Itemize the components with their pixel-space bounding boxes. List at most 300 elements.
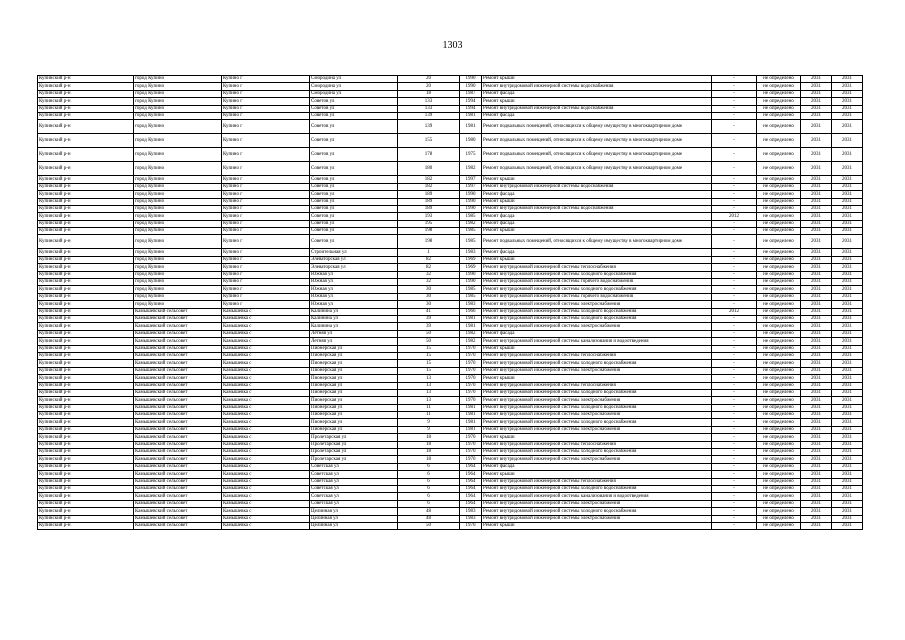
cost-cell: не определено — [757, 404, 801, 411]
district-cell: Купинский р-н — [38, 256, 134, 263]
cost-cell: не определено — [757, 515, 801, 522]
year-built-cell: 1990 — [460, 191, 482, 198]
last-repair-year-cell: - — [712, 198, 757, 205]
plan-end-cell: 2031 — [832, 338, 863, 345]
last-repair-year-cell: - — [712, 500, 757, 507]
plan-start-cell: 2031 — [801, 426, 832, 433]
work-type-cell: Ремонт фасада — [482, 90, 712, 97]
house-number-cell: 13 — [398, 397, 460, 404]
settlement-cell: Камышевка с — [222, 419, 310, 426]
settlement-cell: Купино г — [222, 134, 310, 148]
year-built-cell: 1981 — [460, 412, 482, 419]
work-type-cell: Ремонт внутридомовой инженерной системы электроснабжения — [482, 412, 712, 419]
plan-end-cell: 2031 — [832, 271, 863, 278]
plan-start-cell: 2031 — [801, 83, 832, 90]
work-type-cell: Ремонт внутридомовой инженерной системы теплоснабжения — [482, 382, 712, 389]
year-built-cell: 1981 — [460, 419, 482, 426]
house-number-cell: 180 — [398, 162, 460, 176]
house-number-cell: 32 — [398, 271, 460, 278]
work-type-cell: Ремонт внутридомовой инженерной системы электроснабжения — [482, 367, 712, 374]
cost-cell: не определено — [757, 120, 801, 134]
plan-end-cell: 2031 — [832, 112, 863, 119]
table-row — [38, 315, 863, 322]
municipality-cell: Камышевский сельсовет — [134, 397, 222, 404]
plan-end-cell: 2031 — [832, 441, 863, 448]
cost-cell: не определено — [757, 345, 801, 352]
plan-end-cell: 2031 — [832, 508, 863, 515]
cost-cell: не определено — [757, 412, 801, 419]
municipality-cell: город Купино — [134, 191, 222, 198]
work-type-cell: Ремонт внутридомовой инженерной системы холодного водоснабжения — [482, 389, 712, 396]
plan-end-cell: 2031 — [832, 404, 863, 411]
work-type-cell: Ремонт внутридомовой инженерной системы теплоснабжения — [482, 352, 712, 359]
plan-start-cell: 2031 — [801, 471, 832, 478]
plan-start-cell: 2031 — [801, 308, 832, 315]
municipality-cell: город Купино — [134, 112, 222, 119]
plan-end-cell: 2031 — [832, 162, 863, 176]
settlement-cell: Камышевка с — [222, 367, 310, 374]
street-cell: Калинина ул — [310, 308, 398, 315]
street-cell: Летняя ул — [310, 338, 398, 345]
table-row — [38, 286, 863, 293]
work-type-cell: Ремонт внутридомовой инженерной системы холодного водоснабжения — [482, 315, 712, 322]
plan-start-cell: 2031 — [801, 98, 832, 105]
municipality-cell: Камышевский сельсовет — [134, 404, 222, 411]
district-cell: Купинский р-н — [38, 478, 134, 485]
work-type-cell: Ремонт внутридомовой инженерной системы электроснабжения — [482, 515, 712, 522]
year-built-cell: 1964 — [460, 463, 482, 470]
district-cell: Купинский р-н — [38, 456, 134, 463]
street-cell: Пролетарская ул — [310, 449, 398, 456]
work-type-cell: Ремонт внутридомовой инженерной системы теплоснабжения — [482, 478, 712, 485]
year-built-cell: 1997 — [460, 176, 482, 183]
settlement-cell: Камышевка с — [222, 323, 310, 330]
settlement-cell: Камышевка с — [222, 389, 310, 396]
plan-end-cell: 2031 — [832, 308, 863, 315]
settlement-cell: Купино г — [222, 98, 310, 105]
cost-cell: не определено — [757, 375, 801, 382]
table-row — [38, 471, 863, 478]
settlement-cell: Купино г — [222, 220, 310, 227]
work-type-cell: Ремонт фасада — [482, 220, 712, 227]
municipality-cell: Камышевский сельсовет — [134, 345, 222, 352]
work-type-cell: Ремонт крыши — [482, 375, 712, 382]
last-repair-year-cell: - — [712, 471, 757, 478]
last-repair-year-cell: - — [712, 105, 757, 112]
last-repair-year-cell: - — [712, 508, 757, 515]
plan-end-cell: 2031 — [832, 256, 863, 263]
street-cell: Советов ул — [310, 162, 398, 176]
settlement-cell: Камышевка с — [222, 500, 310, 507]
plan-end-cell: 2031 — [832, 286, 863, 293]
house-number-cell: 182 — [398, 176, 460, 183]
table-row — [38, 352, 863, 359]
settlement-cell: Купино г — [222, 271, 310, 278]
municipality-cell: город Купино — [134, 183, 222, 190]
settlement-cell: Купино г — [222, 83, 310, 90]
plan-end-cell: 2031 — [832, 515, 863, 522]
settlement-cell: Купино г — [222, 228, 310, 235]
year-built-cell: 1994 — [460, 98, 482, 105]
year-built-cell: 1985 — [460, 228, 482, 235]
page-number: 1303 — [442, 40, 463, 51]
cost-cell: не определено — [757, 493, 801, 500]
plan-end-cell: 2031 — [832, 249, 863, 256]
district-cell: Купинский р-н — [38, 397, 134, 404]
plan-end-cell: 2031 — [832, 148, 863, 162]
street-cell: Советов ул — [310, 235, 398, 249]
last-repair-year-cell: - — [712, 360, 757, 367]
settlement-cell: Камышевка с — [222, 375, 310, 382]
work-type-cell: Ремонт крыши — [482, 434, 712, 441]
year-built-cell: 1970 — [460, 360, 482, 367]
district-cell: Купинский р-н — [38, 308, 134, 315]
street-cell: Советская ул — [310, 463, 398, 470]
work-type-cell: Ремонт фасада — [482, 213, 712, 220]
street-cell: Смородина ул — [310, 76, 398, 83]
street-cell: Советов ул — [310, 220, 398, 227]
house-number-cell: 6 — [398, 463, 460, 470]
settlement-cell: Камышевка с — [222, 441, 310, 448]
municipality-cell: Камышевский сельсовет — [134, 360, 222, 367]
municipality-cell: город Купино — [134, 264, 222, 271]
street-cell: Советов ул — [310, 112, 398, 119]
year-built-cell: 1970 — [460, 456, 482, 463]
table-row — [38, 90, 863, 97]
settlement-cell: Купино г — [222, 213, 310, 220]
cost-cell: не определено — [757, 323, 801, 330]
street-cell: Пионерская ул — [310, 367, 398, 374]
settlement-cell: Камышевка с — [222, 404, 310, 411]
last-repair-year-cell: - — [712, 90, 757, 97]
work-type-cell: Ремонт внутридомовой инженерной системы холодного водоснабжения — [482, 404, 712, 411]
table-body — [38, 76, 863, 530]
plan-end-cell: 2031 — [832, 301, 863, 308]
last-repair-year-cell: - — [712, 441, 757, 448]
table-row — [38, 434, 863, 441]
house-number-cell: 48 — [398, 515, 460, 522]
municipality-cell: Камышевский сельсовет — [134, 426, 222, 433]
house-number-cell: 50 — [398, 330, 460, 337]
year-built-cell: 1985 — [460, 293, 482, 300]
house-number-cell: 15 — [398, 360, 460, 367]
cost-cell: не определено — [757, 176, 801, 183]
plan-start-cell: 2031 — [801, 338, 832, 345]
plan-start-cell: 2031 — [801, 271, 832, 278]
work-type-cell: Ремонт внутридомовой инженерной системы холодного водоснабжения — [482, 485, 712, 492]
district-cell: Купинский р-н — [38, 176, 134, 183]
year-built-cell: 1990 — [460, 83, 482, 90]
cost-cell: не определено — [757, 249, 801, 256]
municipality-cell: город Купино — [134, 134, 222, 148]
work-type-cell: Ремонт внутридомовой инженерной системы электроснабжения — [482, 456, 712, 463]
municipality-cell: Камышевский сельсовет — [134, 382, 222, 389]
street-cell: Советов ул — [310, 183, 398, 190]
work-type-cell: Ремонт крыши — [482, 471, 712, 478]
plan-start-cell: 2031 — [801, 235, 832, 249]
work-type-cell: Ремонт внутридомовой инженерной системы горячего водоснабжения — [482, 279, 712, 286]
street-cell: Пионерская ул — [310, 382, 398, 389]
settlement-cell: Купино г — [222, 105, 310, 112]
district-cell: Купинский р-н — [38, 293, 134, 300]
cost-cell: не определено — [757, 360, 801, 367]
house-number-cell: 189 — [398, 198, 460, 205]
municipality-cell: город Купино — [134, 98, 222, 105]
district-cell: Купинский р-н — [38, 220, 134, 227]
settlement-cell: Купино г — [222, 249, 310, 256]
settlement-cell: Камышевка с — [222, 330, 310, 337]
settlement-cell: Купино г — [222, 162, 310, 176]
work-type-cell: Ремонт внутридомовой инженерной системы водоснабжения — [482, 105, 712, 112]
last-repair-year-cell: - — [712, 83, 757, 90]
district-cell: Купинский р-н — [38, 345, 134, 352]
municipality-cell: город Купино — [134, 279, 222, 286]
cost-cell: не определено — [757, 264, 801, 271]
street-cell: Советов ул — [310, 148, 398, 162]
table-row — [38, 426, 863, 433]
plan-end-cell: 2031 — [832, 367, 863, 374]
last-repair-year-cell: 2012 — [712, 213, 757, 220]
settlement-cell: Камышевка с — [222, 397, 310, 404]
work-type-cell: Ремонт крыши — [482, 256, 712, 263]
street-cell: Советов ул — [310, 105, 398, 112]
cost-cell: не определено — [757, 279, 801, 286]
work-type-cell: Ремонт внутридомовой инженерной системы электроснабжения — [482, 323, 712, 330]
district-cell: Купинский р-н — [38, 98, 134, 105]
year-built-cell: 1983 — [460, 249, 482, 256]
street-cell: Советов ул — [310, 176, 398, 183]
plan-start-cell: 2031 — [801, 330, 832, 337]
settlement-cell: Камышевка с — [222, 508, 310, 515]
settlement-cell: Купино г — [222, 76, 310, 83]
plan-end-cell: 2031 — [832, 397, 863, 404]
district-cell: Купинский р-н — [38, 112, 134, 119]
cost-cell: не определено — [757, 90, 801, 97]
plan-start-cell: 2031 — [801, 76, 832, 83]
district-cell: Купинский р-н — [38, 183, 134, 190]
work-type-cell: Ремонт внутридомовой инженерной системы электроснабжения — [482, 301, 712, 308]
last-repair-year-cell: - — [712, 228, 757, 235]
table-row — [38, 338, 863, 345]
year-built-cell: 1994 — [460, 105, 482, 112]
house-number-cell: 133 — [398, 98, 460, 105]
year-built-cell: 1970 — [460, 434, 482, 441]
plan-end-cell: 2031 — [832, 293, 863, 300]
district-cell: Купинский р-н — [38, 412, 134, 419]
plan-start-cell: 2031 — [801, 286, 832, 293]
cost-cell: не определено — [757, 352, 801, 359]
street-cell: Летняя ул — [310, 330, 398, 337]
work-type-cell: Ремонт внутридомовой инженерной системы электроснабжения — [482, 500, 712, 507]
plan-start-cell: 2031 — [801, 279, 832, 286]
work-type-cell: Ремонт внутридомовой инженерной системы водоснабжения — [482, 83, 712, 90]
municipality-cell: Камышевский сельсовет — [134, 508, 222, 515]
municipality-cell: Камышевский сельсовет — [134, 367, 222, 374]
street-cell: Пролетарская ул — [310, 456, 398, 463]
house-number-cell: 32 — [398, 279, 460, 286]
plan-end-cell: 2031 — [832, 213, 863, 220]
year-built-cell: 1964 — [460, 478, 482, 485]
street-cell: Пионерская ул — [310, 360, 398, 367]
year-built-cell: 1970 — [460, 352, 482, 359]
district-cell: Купинский р-н — [38, 500, 134, 507]
settlement-cell: Камышевка с — [222, 308, 310, 315]
year-built-cell: 1966 — [460, 308, 482, 315]
district-cell: Купинский р-н — [38, 162, 134, 176]
cost-cell: не определено — [757, 382, 801, 389]
cost-cell: не определено — [757, 198, 801, 205]
house-number-cell: 193 — [398, 213, 460, 220]
table-row — [38, 183, 863, 190]
plan-start-cell: 2031 — [801, 515, 832, 522]
settlement-cell: Купино г — [222, 293, 310, 300]
municipality-cell: Камышевский сельсовет — [134, 308, 222, 315]
plan-start-cell: 2031 — [801, 112, 832, 119]
house-number-cell: 41 — [398, 308, 460, 315]
municipality-cell: город Купино — [134, 235, 222, 249]
table-row — [38, 404, 863, 411]
settlement-cell: Камышевка с — [222, 449, 310, 456]
last-repair-year-cell: - — [712, 463, 757, 470]
cost-cell: не определено — [757, 301, 801, 308]
last-repair-year-cell: - — [712, 162, 757, 176]
year-built-cell: 1981 — [460, 315, 482, 322]
last-repair-year-cell: - — [712, 112, 757, 119]
last-repair-year-cell: - — [712, 367, 757, 374]
cost-cell: не определено — [757, 112, 801, 119]
last-repair-year-cell: - — [712, 134, 757, 148]
settlement-cell: Камышевка с — [222, 412, 310, 419]
year-built-cell: 1981 — [460, 323, 482, 330]
work-type-cell: Ремонт крыши — [482, 198, 712, 205]
district-cell: Купинский р-н — [38, 105, 134, 112]
year-built-cell: 1990 — [460, 198, 482, 205]
last-repair-year-cell: - — [712, 522, 757, 529]
last-repair-year-cell: - — [712, 183, 757, 190]
last-repair-year-cell: - — [712, 256, 757, 263]
work-type-cell: Ремонт внутридомовой инженерной системы электроснабжения — [482, 397, 712, 404]
cost-cell: не определено — [757, 148, 801, 162]
table-row — [38, 176, 863, 183]
district-cell: Купинский р-н — [38, 434, 134, 441]
plan-end-cell: 2031 — [832, 220, 863, 227]
table-row — [38, 515, 863, 522]
street-cell: Смородина ул — [310, 83, 398, 90]
plan-start-cell: 2031 — [801, 301, 832, 308]
plan-end-cell: 2031 — [832, 191, 863, 198]
plan-start-cell: 2031 — [801, 228, 832, 235]
cost-cell: не определено — [757, 463, 801, 470]
settlement-cell: Купино г — [222, 148, 310, 162]
work-type-cell: Ремонт внутридомовой инженерной системы теплоснабжения — [482, 441, 712, 448]
plan-start-cell: 2031 — [801, 205, 832, 212]
street-cell: Советская ул — [310, 500, 398, 507]
last-repair-year-cell: - — [712, 426, 757, 433]
cost-cell: не определено — [757, 191, 801, 198]
work-type-cell: Ремонт внутридомовой инженерной системы канализования и водоотведения — [482, 338, 712, 345]
year-built-cell: 1970 — [460, 375, 482, 382]
house-number-cell: 39 — [398, 323, 460, 330]
year-built-cell: 1982 — [460, 338, 482, 345]
settlement-cell: Камышевка с — [222, 522, 310, 529]
work-type-cell: Ремонт фасада — [482, 112, 712, 119]
cost-cell: не определено — [757, 419, 801, 426]
house-number-cell: 48 — [398, 508, 460, 515]
work-type-cell: Ремонт внутридомовой инженерной системы канализования и водоотведения — [482, 493, 712, 500]
settlement-cell: Купино г — [222, 191, 310, 198]
plan-end-cell: 2031 — [832, 375, 863, 382]
work-type-cell: Ремонт внутридомовой инженерной системы горячего водоснабжения — [482, 293, 712, 300]
work-type-cell: Ремонт внутридомовой инженерной системы водоснабжения — [482, 183, 712, 190]
table-row — [38, 76, 863, 83]
district-cell: Купинский р-н — [38, 382, 134, 389]
year-built-cell: 1987 — [460, 90, 482, 97]
plan-start-cell: 2031 — [801, 345, 832, 352]
settlement-cell: Купино г — [222, 205, 310, 212]
plan-start-cell: 2031 — [801, 522, 832, 529]
district-cell: Купинский р-н — [38, 90, 134, 97]
street-cell: Калинина ул — [310, 323, 398, 330]
house-number-cell: 155 — [398, 134, 460, 148]
work-type-cell: Ремонт подвальных помещений, относящихся к общему имуществу в многоквартирном доме — [482, 148, 712, 162]
house-number-cell: 30 — [398, 293, 460, 300]
municipality-cell: Камышевский сельсовет — [134, 449, 222, 456]
plan-start-cell: 2031 — [801, 404, 832, 411]
district-cell: Купинский р-н — [38, 338, 134, 345]
year-built-cell: 1970 — [460, 441, 482, 448]
plan-end-cell: 2031 — [832, 105, 863, 112]
plan-start-cell: 2031 — [801, 493, 832, 500]
settlement-cell: Камышевка с — [222, 315, 310, 322]
plan-start-cell: 2031 — [801, 463, 832, 470]
district-cell: Купинский р-н — [38, 198, 134, 205]
municipality-cell: Камышевский сельсовет — [134, 441, 222, 448]
district-cell: Купинский р-н — [38, 367, 134, 374]
street-cell: Советов ул — [310, 213, 398, 220]
municipality-cell: город Купино — [134, 286, 222, 293]
house-number-cell: 6 — [398, 478, 460, 485]
plan-start-cell: 2031 — [801, 360, 832, 367]
year-built-cell: 1990 — [460, 271, 482, 278]
plan-end-cell: 2031 — [832, 315, 863, 322]
table-row — [38, 271, 863, 278]
house-number-cell: 50 — [398, 522, 460, 529]
plan-start-cell: 2031 — [801, 213, 832, 220]
municipality-cell: Камышевский сельсовет — [134, 434, 222, 441]
plan-start-cell: 2031 — [801, 249, 832, 256]
house-number-cell: 20 — [398, 76, 460, 83]
plan-end-cell: 2031 — [832, 83, 863, 90]
settlement-cell: Купино г — [222, 301, 310, 308]
municipality-cell: Камышевский сельсовет — [134, 330, 222, 337]
municipality-cell: Камышевский сельсовет — [134, 375, 222, 382]
street-cell: Пионерская ул — [310, 426, 398, 433]
table-row — [38, 397, 863, 404]
year-built-cell: 1982 — [460, 162, 482, 176]
last-repair-year-cell: 2012 — [712, 308, 757, 315]
municipality-cell: город Купино — [134, 76, 222, 83]
work-type-cell: Ремонт внутридомовой инженерной системы холодного водоснабжения — [482, 449, 712, 456]
cost-cell: не определено — [757, 500, 801, 507]
plan-start-cell: 2031 — [801, 375, 832, 382]
year-built-cell: 1985 — [460, 213, 482, 220]
table-row — [38, 205, 863, 212]
work-type-cell: Ремонт внутридомовой инженерной системы холодного водоснабжения — [482, 508, 712, 515]
municipality-cell: Камышевский сельсовет — [134, 493, 222, 500]
last-repair-year-cell: - — [712, 434, 757, 441]
year-built-cell: 1982 — [460, 330, 482, 337]
cost-cell: не определено — [757, 98, 801, 105]
